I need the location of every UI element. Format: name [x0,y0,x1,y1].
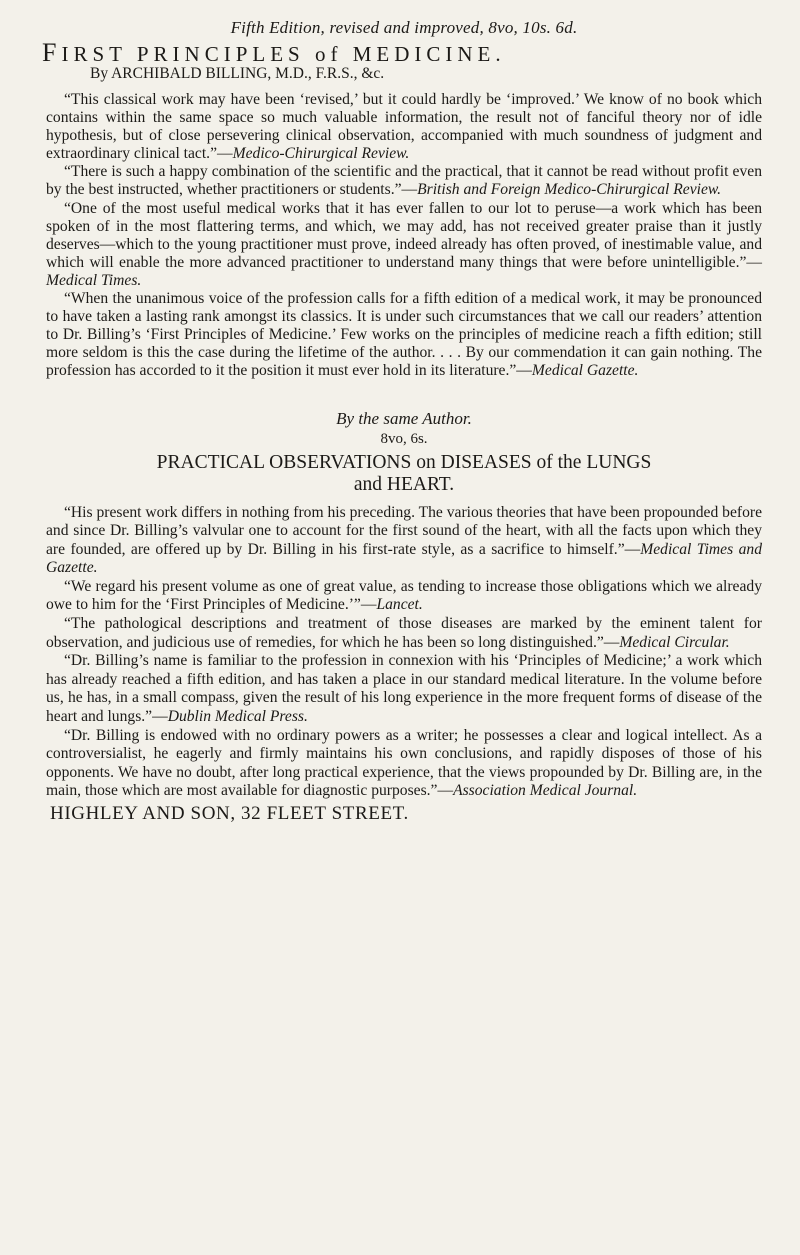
review-paragraph [46,578,762,615]
review-text: “The pathological descriptions and treatment of those diseases are marked by the eminent talent for observation, and judicious use of remedies, for which he has been so long distinguished.”— [46,615,762,651]
edition-line: Fifth Edition, revised and improved, 8vo, 10s. 6d. [230,18,578,37]
review-text: “We regard his present volume as one of great value, as tending to increase those obligations which we already owe to him for the ‘First Principles of Medicine.’”— [46,577,762,614]
book1-reviews [46,91,762,381]
review-text: “Dr. Billing’s name is familiar to the profession in connexion with his ‘Principles of Medicine;’ a work which has already reached a fifth edition, and has taken a place in our standard medical literature. In the volume before us, he has, in a small compass, given the result of his long experience in the more frequent forms of disease of the heart and lungs.”— [46,652,762,726]
review-text: “This classical work may have been ‘revised,’ but it could hardly be ‘improved.’ We know of no book which contains within the same space so much valuable information, the result not of fanciful theory nor of idle hypothesis, but of close persevering clinical observation, accompanied with much soundness of judgment and extraordinary clinical tact.”— [46,91,762,163]
book1-title [42,38,762,67]
review-paragraph [46,290,762,380]
by-same-author: By the same Author. [336,408,472,428]
review-text: “His present work differs in nothing from his preceding. The various theories that have been propounded before and since Dr. Billing’s valvular one to account for the first sound of the heart, with all the facts upon which they are founded, are offered up by Dr. Billing in his first-rate style, as a sacrifice to himself.”— [46,503,762,558]
publisher-imprint: HIGHLEY AND SON, 32 FLEET STREET. [50,803,409,824]
review-source: Dublin Medical Press. [167,708,308,726]
review-paragraph [46,615,762,652]
book2-price: 8vo, 6s. [380,430,428,447]
book2-title [46,452,762,496]
review-source: Medical Times. [46,271,142,289]
review-text: “Dr. Billing is endowed with no ordinary powers as a writer; he possesses a clear and logical intellect. As a controversialist, he eagerly and firmly maintains his own conclusions, and rapidly disposes of those of his opponents. We have no doubt, after long practical experience, that the views propounded by Dr. Billing are, in the main, those which are most available for diagnostic purposes.”— [46,726,762,800]
review-source: Lancet. [376,596,423,614]
book1-author: By ARCHIBALD BILLING, M.D., F.R.S., &c. [90,65,385,82]
review-text: “When the unanimous voice of the profession calls for a fifth edition of a medical work, it may be pronounced to have taken a lasting rank amongst its classics. It is under such circumstances that we call our readers’ attention to Dr. Billing’s ‘First Principles of Medicine.’ Few works on the principles of medicine reach a fifth edition; still more seldom is this the case during the lifetime of the author. . . . By our commendation it can gain nothing. The profession has accorded to it the position it must ever hold in its literature.”— [46,290,762,380]
review-paragraph [46,91,762,163]
review-source: Association Medical Journal. [453,782,638,800]
review-source: British and Foreign Medico-Chirurgical Review. [417,181,722,199]
review-source: Medical Circular. [619,633,730,651]
book2-title-line1: PRACTICAL OBSERVATIONS on DISEASES of the LUNGS [156,451,652,473]
review-paragraph [46,163,762,199]
book2-reviews [46,504,762,802]
review-paragraph [46,652,762,726]
review-text: “One of the most useful medical works that it has ever fallen to our lot to peruse—a work which has been spoken of in the most flattering terms, and which, we may add, has not received greater praise than it justly deserves—which to the young practitioner must prove, indeed already has often proved, of inestimable value, and which will enable the more advanced practitioner to understand many things that were before unintelligible.”— [46,199,762,271]
book1-title-rest: IRST PRINCIPLES of MEDICINE. [61,42,506,66]
review-paragraph [46,727,762,801]
book2-title-line2: and HEART. [353,473,455,495]
review-text: “There is such a happy combination of the scientific and the practical, that it cannot be read without profit even by the best instructed, whether practitioners or students.”— [46,163,762,199]
review-source: Medical Gazette. [531,362,639,380]
review-paragraph [46,504,762,578]
book1-title-initial: F [42,38,62,67]
review-paragraph [46,200,762,290]
review-source: Medical Times and Gazette. [46,540,762,577]
review-source: Medico-Chirurgical Review. [232,145,410,163]
